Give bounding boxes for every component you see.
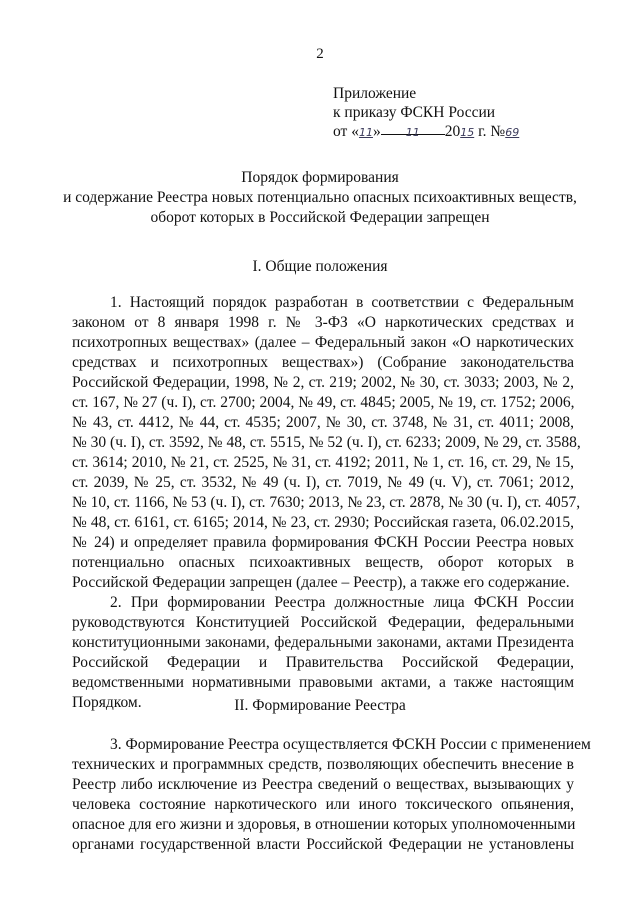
- date-mid: »: [372, 123, 381, 140]
- paragraph-line: № 30 (ч. I), ст. 3592, № 48, ст. 5515, № 52 (ч. I), ст. 6233; 2009, № 29, ст. 3588,: [72, 434, 581, 451]
- paragraph-line: технических и программных средств, позволяющих обеспечить внесение в: [72, 756, 574, 773]
- appendix-header: [333, 84, 519, 142]
- paragraph-line: 3. Формирование Реестра осуществляется ФСКН России с применением: [110, 736, 591, 753]
- document-title: [40, 168, 600, 228]
- date-day-handwritten: 11: [358, 126, 373, 139]
- paragraph-line: 1. Настоящий порядок разработан в соответствии с Федеральным: [110, 294, 574, 311]
- date-suffix: г. №: [478, 123, 506, 140]
- paragraph-line: № 48, ст. 6161, ст. 6165; 2014, № 23, ст. 2930; Российская газета, 06.02.2015,: [72, 514, 574, 531]
- paragraph-line: законом от 8 января 1998 г. № 3-ФЗ «О наркотических средствах и: [72, 314, 574, 331]
- paragraph-line: Реестр либо исключение из Реестра сведений о веществах, вызывающих у: [72, 776, 574, 793]
- title-line-3: оборот которых в Российской Федерации запрещен: [150, 209, 490, 226]
- title-line-1: Порядок формирования: [241, 169, 399, 186]
- paragraph-line: № 43, ст. 4412, № 44, ст. 4535; 2007, № 30, ст. 3748, № 31, ст. 4011; 2008,: [72, 414, 574, 431]
- paragraph-2: [72, 593, 574, 713]
- section-heading-formation: II. Формирование Реестра: [234, 697, 406, 714]
- date-month-handwritten: 11: [405, 126, 420, 139]
- paragraph-line: конституционными законами, федеральными законами, актами Президента: [72, 634, 574, 651]
- date-month-blank: [381, 122, 445, 139]
- paragraph-line: 2. При формировании Реестра должностные лица ФСКН России: [110, 594, 574, 611]
- paragraph-line: ст. 2039, № 25, ст. 3532, № 49 (ч. I), ст. 7019, № 49 (ч. V), ст. 7061; 2012,: [72, 474, 574, 491]
- paragraph-line: средствах и психотропных веществах») (Собрание законодательства: [72, 354, 574, 371]
- paragraph-line: органами государственной власти Российской Федерации не установлены: [72, 836, 574, 853]
- paragraph-line: руководствуются Конституцией Российской Федерации, федеральными: [72, 614, 574, 631]
- page-number: 2: [316, 46, 324, 62]
- paragraph-line: ст. 167, № 27 (ч. I), ст. 2700; 2004, № 49, ст. 4845; 2005, № 19, ст. 1752; 2006,: [72, 394, 575, 411]
- paragraph-line: Порядком.: [72, 694, 142, 711]
- paragraph-line: психотропных веществах» (далее – Федеральный закон «О наркотических: [72, 334, 574, 351]
- paragraph-line: Российской Федерации запрещен (далее – Реестр), а также его содержание.: [72, 574, 570, 591]
- title-line-2: и содержание Реестра новых потенциально опасных психоактивных веществ,: [63, 189, 577, 206]
- paragraph-line: Российской Федерации и Правительства Российской Федерации,: [72, 654, 574, 671]
- paragraph-line: № 24) и определяет правила формирования ФСКН России Реестра новых: [72, 534, 574, 551]
- paragraph-line: ведомственными нормативными правовыми актами, а также настоящим: [72, 674, 574, 691]
- appendix-date-line: [333, 122, 519, 142]
- paragraph-3: [72, 735, 591, 855]
- order-number-handwritten: 69: [505, 126, 520, 139]
- paragraph-line: № 10, ст. 1166, № 53 (ч. I), ст. 7630; 2013, № 23, ст. 2878, № 30 (ч. I), ст. 4057,: [72, 494, 581, 511]
- appendix-label: Приложение: [333, 85, 417, 102]
- date-year-prefix: 20: [444, 123, 461, 140]
- paragraph-line: ст. 3614; 2010, № 21, ст. 2525, № 31, ст. 4192; 2011, № 1, ст. 16, ст. 29, № 15,: [72, 454, 574, 471]
- date-prefix: от «: [333, 123, 359, 140]
- paragraph-1: [72, 293, 581, 593]
- appendix-order-reference: к приказу ФСКН России: [333, 104, 496, 121]
- paragraph-line: потенциально опасных психоактивных веществ, оборот которых в: [72, 554, 574, 571]
- paragraph-line: человека состояние наркотического или иного токсического опьянения,: [72, 796, 574, 813]
- section-heading-general: I. Общие положения: [252, 258, 388, 275]
- date-year-handwritten: 15: [460, 126, 475, 139]
- paragraph-line: Российской Федерации, 1998, № 2, ст. 219; 2002, № 30, ст. 3033; 2003, № 2,: [72, 374, 574, 391]
- paragraph-line: опасное для его жизни и здоровья, в отношении которых уполномоченными: [72, 816, 576, 833]
